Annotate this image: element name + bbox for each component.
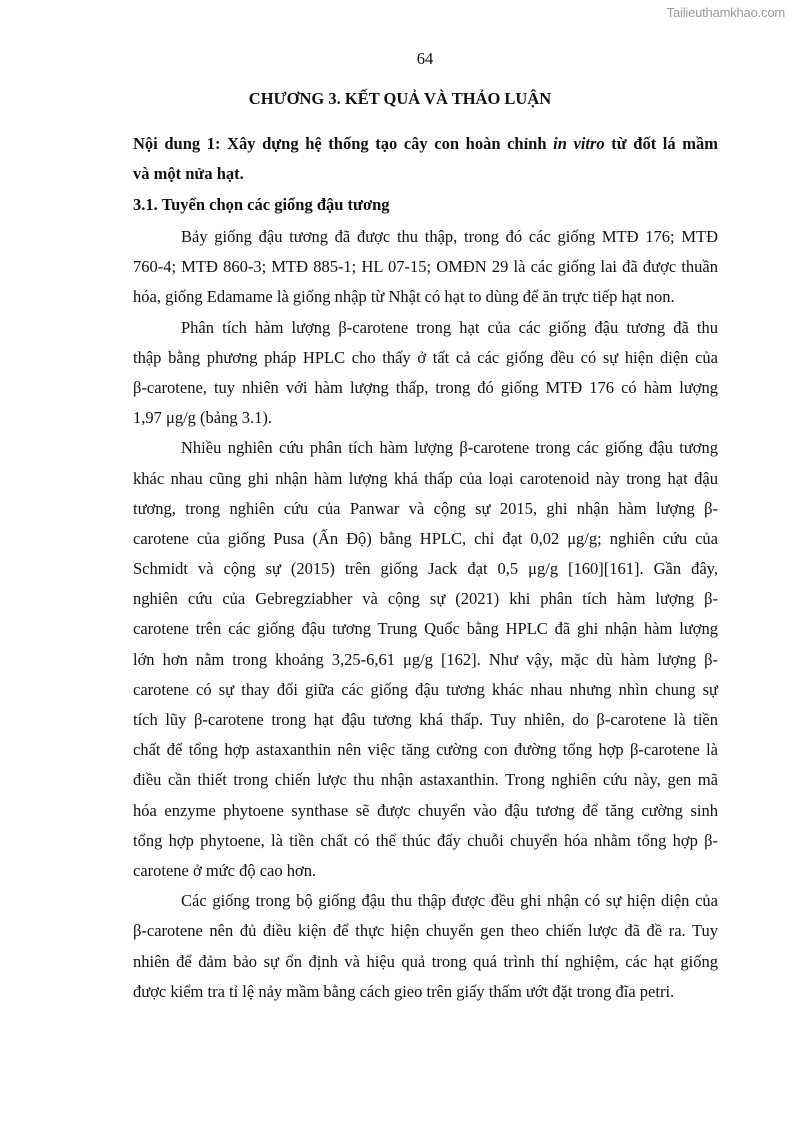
paragraph-line: tích lũy β-carotene trong hạt đậu tương khá thấp. Tuy nhiên, do β-carotene là tiền [133, 710, 718, 729]
paragraph-line: tương, trong nghiên cứu của Panwar và cộng sự 2015, ghi nhận hàm lượng β- [133, 498, 718, 518]
paragraph-line: 1,97 μg/g (bảng 3.1). [133, 408, 272, 428]
paragraph-line: Phân tích hàm lượng β-carotene trong hạt của các giống đậu tương đã thu [181, 317, 718, 337]
paragraph-line: chất để tổng hợp astaxanthin nên việc tăng cường con đường tổng hợp β-carotene là [133, 740, 718, 760]
content-heading-prefix: Nội dung 1: Xây dựng hệ thống tạo cây con hoàn chỉnh [133, 134, 554, 153]
paragraph-line: nhiên để đảm bảo sự ổn định và hiệu quả trong quá trình thí nghiệm, các hạt giống [133, 951, 718, 971]
paragraph-line: Bảy giống đậu tương đã được thu thập, trong đó các giống MTĐ 176; MTĐ [181, 227, 718, 246]
paragraph-line: β-carotene, tuy nhiên với hàm lượng thấp, trong đó giống MTĐ 176 có hàm lượng [133, 377, 718, 397]
paragraph-line: hóa, giống Edamame là giống nhập từ Nhật có hạt to dùng để ăn trực tiếp hạt non. [133, 287, 675, 307]
watermark: Tailieuthamkhao.com [666, 5, 785, 20]
paragraph-line: thập bằng phương pháp HPLC cho thấy ở tất cả các giống đều có sự hiện diện của [133, 347, 718, 367]
paragraph-line: khác nhau cũng ghi nhận hàm lượng khá thấp của loại carotenoid này trong hạt đậu [133, 468, 718, 488]
chapter-title: CHƯƠNG 3. KẾT QUẢ VÀ THẢO LUẬN [248, 89, 552, 108]
paragraph-line: tổng hợp phytoene, là tiền chất có thể thúc đẩy chuỗi chuyển hóa nhằm tổng hợp β- [133, 830, 718, 850]
paragraph-line: điều cần thiết trong chiến lược thu nhận astaxanthin. Trong nghiên cứu này, gen mã [133, 770, 718, 790]
paragraph-line: carotene ở mức độ cao hơn. [133, 860, 317, 880]
paragraph [133, 886, 718, 1007]
paragraph-line: được kiểm tra tỉ lệ nảy mầm bằng cách gieo trên giấy thấm ướt đặt trong đĩa petri. [133, 981, 675, 1001]
paragraph-line: Nhiều nghiên cứu phân tích hàm lượng β-carotene trong các giống đậu tương [181, 438, 718, 458]
paragraph-line: β-carotene nên đủ điều kiện để thực hiện chuyển gen theo chiến lược đã đề ra. Tuy [133, 921, 718, 941]
paragraph [133, 222, 718, 313]
content-heading-line2: và một nửa hạt. [133, 164, 244, 183]
paragraph-line: carotene có sự thay đổi giữa các giống đậu tương khác nhau nhưng nhìn chung sự [133, 679, 718, 699]
paragraph-line: carotene của giống Pusa (Ấn Độ) bằng HPLC, chỉ đạt 0,02 μg/g; nghiên cứu của [133, 528, 718, 548]
paragraph-line: 760-4; MTĐ 860-3; MTĐ 885-1; HL 07-15; OMĐN 29 là các giống lai đã được thuần [133, 257, 718, 277]
paragraph-line: nghiên cứu của Gebregziabher và cộng sự (2021) khi phân tích hàm lượng β- [133, 589, 718, 609]
paragraph-line: carotene trên các giống đậu tương Trung Quốc bằng HPLC đã ghi nhận hàm lượng [133, 619, 718, 639]
content-heading [133, 134, 718, 154]
paragraph-line: hóa enzyme phytoene synthase sẽ được chuyển vào đậu tương để tăng cường sinh [133, 800, 718, 820]
content-heading-italic: in vitro [553, 134, 605, 153]
content-heading-suffix: từ đốt lá mầm [604, 134, 718, 153]
body-text [133, 222, 718, 1007]
paragraph [133, 313, 718, 434]
section-heading: 3.1. Tuyển chọn các giống đậu tương [133, 195, 390, 214]
paragraph-line: Schmidt và cộng sự (2015) trên giống Jack đạt 0,5 μg/g [160][161]. Gần đây, [133, 559, 718, 579]
page-number: 64 [416, 49, 434, 68]
paragraph-line: Các giống trong bộ giống đậu thu thập được đều ghi nhận có sự hiện diện của [181, 891, 718, 911]
paragraph [133, 433, 718, 886]
paragraph-line: lớn hơn nằm trong khoảng 3,25-6,61 μg/g [162]. Như vậy, mặc dù hàm lượng β- [133, 649, 718, 669]
